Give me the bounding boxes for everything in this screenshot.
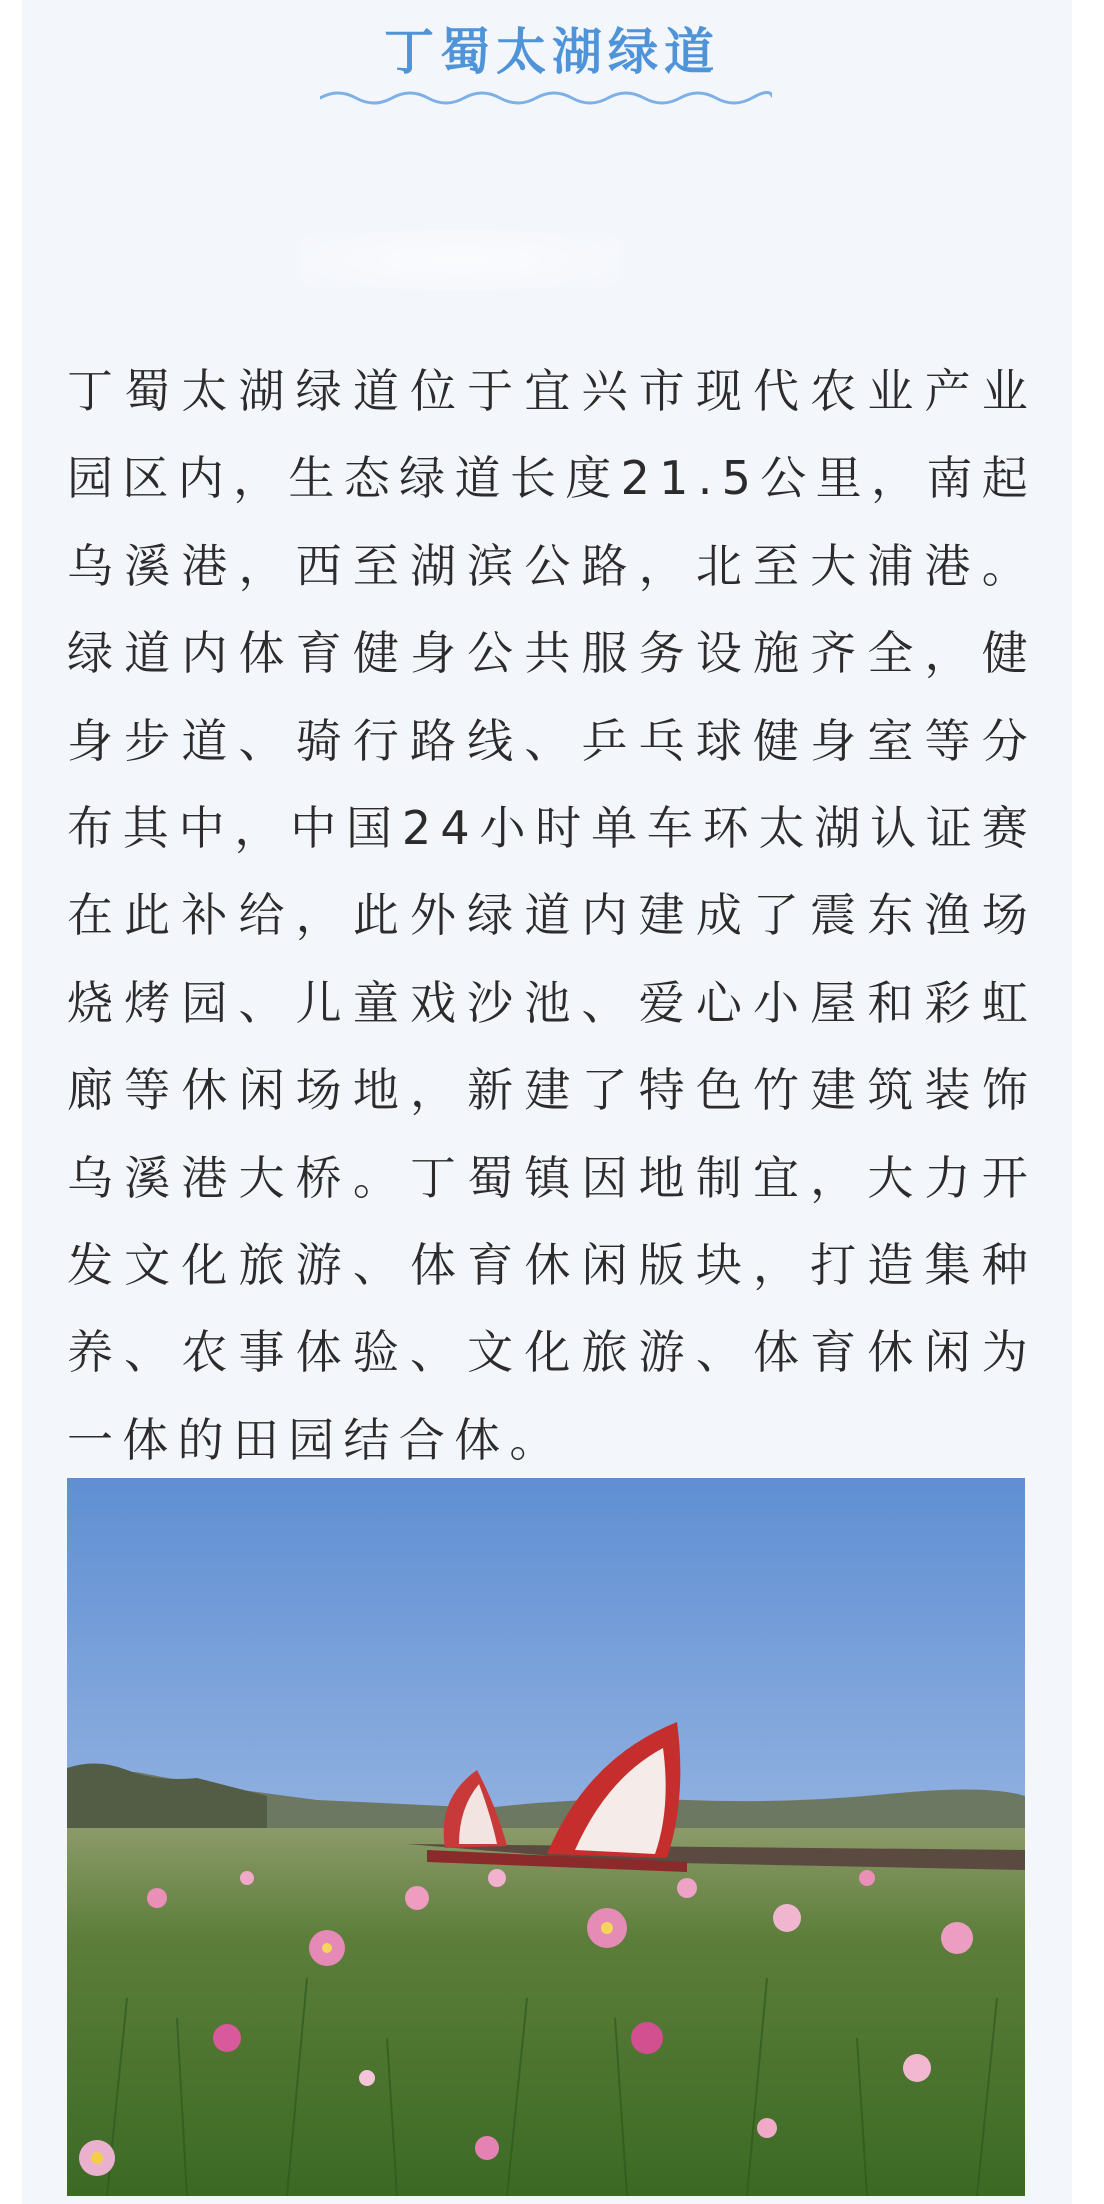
article-title: 丁蜀太湖绿道 [384,23,720,81]
decorative-glow [300,230,620,290]
wave-divider [320,86,772,112]
article-body: 丁蜀太湖绿道位于宜兴市现代农业产业园区内，生态绿道长度21.5公里，南起乌溪港，西至湖滨公路，北至大浦港。绿道内体育健身公共服务设施齐全，健身步道、骑行路线、乒乓球健身室等分布其中，中国24小时单车环太湖认证赛在此补给，此外绿道内建成了震东渔场烧烤园、儿童戏沙池、爱心小屋和彩虹廊等休闲场地，新建了特色竹建筑装饰乌溪港大桥。丁蜀镇因地制宜，大力开发文化旅游、体育休闲版块，打造集种养、农事体验、文化旅游、体育休闲为一体的田园结合体。 [67,364,1037,1467]
greenway-photo [67,1478,1025,2196]
greenway-photo-illustration [67,1478,1025,2196]
